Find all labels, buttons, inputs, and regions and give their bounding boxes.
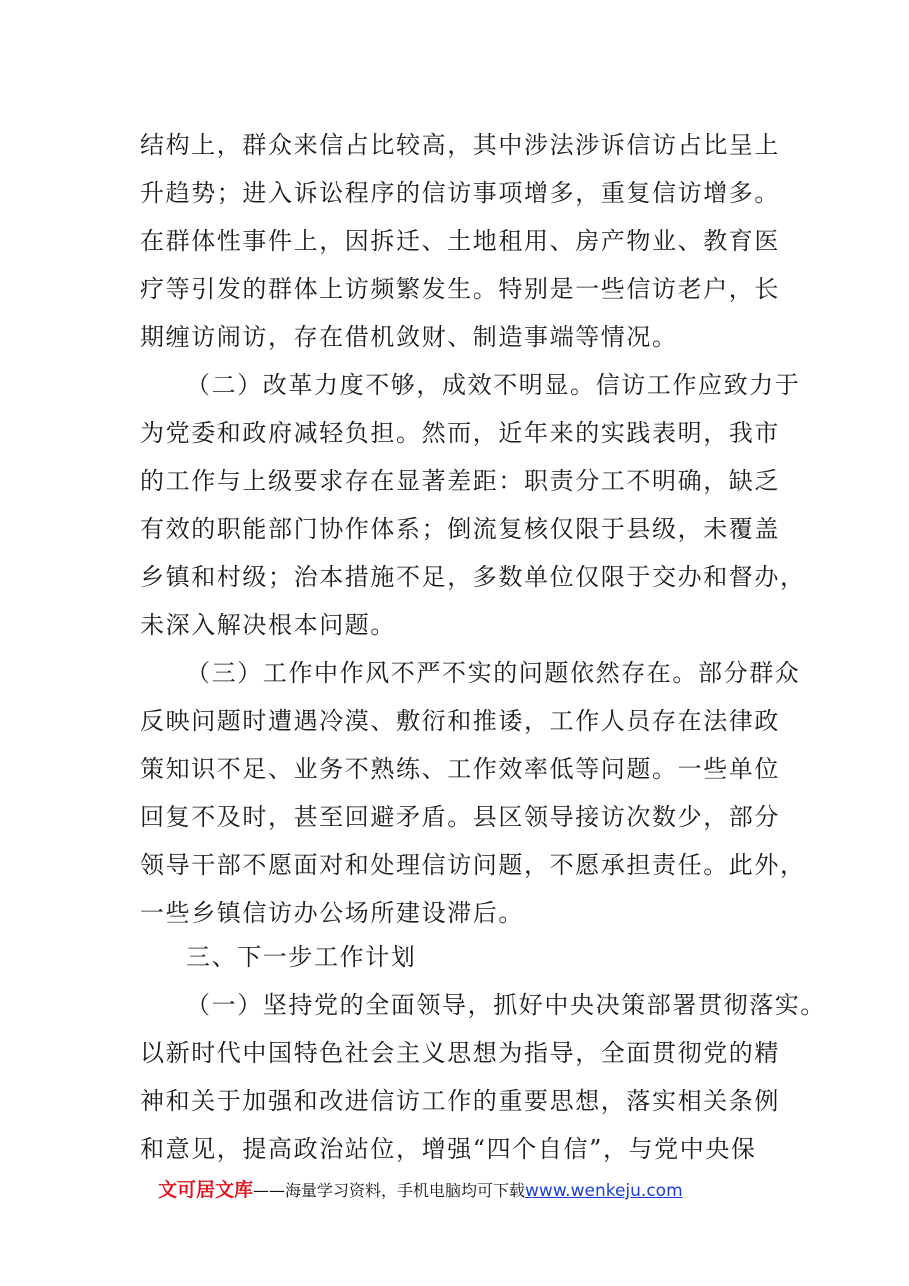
footer-slogan: ——海量学习资料，手机电脑均可下载 xyxy=(253,1181,526,1200)
text-line: 期缠访闹访，存在借机敛财、制造事端等情况。 xyxy=(140,323,678,351)
text-line: 乡镇和村级；治本措施不足，多数单位仅限于交办和督办， xyxy=(140,563,806,591)
paragraph-heading-1: （一）坚持党的全面领导，抓好中央决策部署贯彻落实。 xyxy=(186,991,826,1019)
footer-banner xyxy=(158,1174,683,1206)
text-line: 的工作与上级要求存在显著差距：职责分工不明确，缺乏 xyxy=(140,467,780,495)
text-line: 疗等引发的群体上访频繁发生。特别是一些信访老户，长 xyxy=(140,275,780,303)
text-line: 升趋势；进入诉讼程序的信访事项增多，重复信访增多。 xyxy=(140,179,780,207)
text-line: 领导干部不愿面对和处理信访问题，不愿承担责任。此外， xyxy=(140,851,806,879)
brand-name: 文可居文库 xyxy=(158,1179,254,1201)
text-line: 神和关于加强和改进信访工作的重要思想，落实相关条例 xyxy=(140,1087,780,1115)
paragraph-heading-2: （二）改革力度不够，成效不明显。信访工作应致力于 xyxy=(186,371,801,399)
section-heading: 三、下一步工作计划 xyxy=(186,943,417,971)
text-line: 结构上，群众来信占比较高，其中涉法涉诉信访占比呈上 xyxy=(140,131,780,159)
text-line: 回复不及时，甚至回避矛盾。县区领导接访次数少，部分 xyxy=(140,803,780,831)
text-line: 有效的职能部门协作体系；倒流复核仅限于县级，未覆盖 xyxy=(140,515,780,543)
text-line: 一些乡镇信访办公场所建设滞后。 xyxy=(140,899,524,927)
text-line: 为党委和政府减轻负担。然而，近年来的实践表明，我市 xyxy=(140,419,780,447)
text-line: 以新时代中国特色社会主义思想为指导，全面贯彻党的精 xyxy=(140,1039,780,1067)
paragraph-heading-3: （三）工作中作风不严不实的问题依然存在。部分群众 xyxy=(186,659,801,687)
text-line: 和意见，提高政治站位，增强“四个自信”，与党中央保 xyxy=(140,1135,757,1163)
text-line: 未深入解决根本问题。 xyxy=(140,611,396,639)
text-line: 反映问题时遭遇冷漠、敷衍和推诿，工作人员存在法律政 xyxy=(140,707,780,735)
text-line: 策知识不足、业务不熟练、工作效率低等问题。一些单位 xyxy=(140,755,780,783)
website-link[interactable]: www.wenkeju.com xyxy=(525,1181,683,1201)
text-line: 在群体性事件上，因拆迁、土地租用、房产物业、教育医 xyxy=(140,227,780,255)
